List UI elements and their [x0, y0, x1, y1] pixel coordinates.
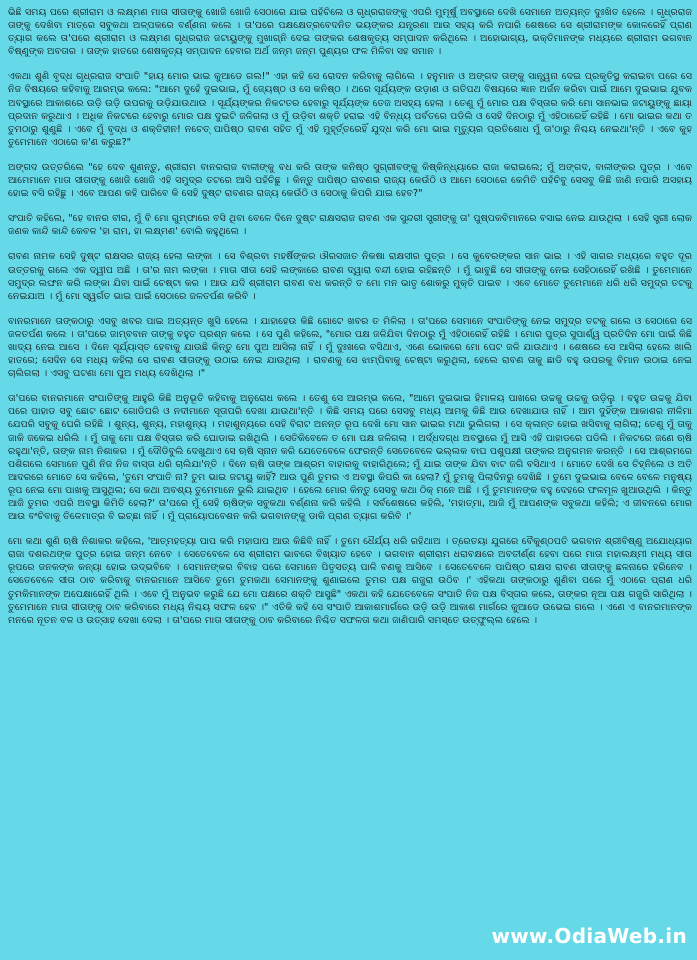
story-paragraph-5: ରାବଣ ନାମକ ସେହି ଦୁଷ୍ଟ ରାକ୍ଷସର ରାଜ୍ୟ ହେଲା ଲଙ୍କା । ସେ ବିଶ୍ରବା ମହର୍ଷିଙ୍କର ଔରସଜାତ ନିକଷା ରାକ୍ଷସୀର ପୁତ୍ର । ସେ କୁବେରଙ୍କର ସାନ ଭାଇ । ଏହି ସାଗର ମଧ୍ୟରେ ବହୁତ ଦୂର ଉତ୍ତରକୁ ଗଲେ ଏକ ଦ୍ୱୀପ ଅଛି । ତା'ର ନାମ ଲଙ୍କା । ମାତା ସୀତା ସେହି ଲଙ୍କାରେ ରାବଣ ଦ୍ୱାରା ବନ୍ଦୀ ହୋଇ ରହିଛନ୍ତି । ମୁଁ ଭାବୁଛି ସେ ସୀତାଙ୍କୁ ନେଇ ସେହିଠାରେହିଁ ରଖିଛି । ତୁମେମାନେ ସମୁଦ୍ର ଲଙ୍ଘନ କରି ଲଙ୍କା ଯିବା ପାଇଁ ଚେଷ୍ଟା କର । ଆଉ ଯଦି ଶ୍ରୀରାମ ରାବଣ ବଧ କରନ୍ତି ତ ମୋ ମନ ଭାତୃ ଶୋକରୁ ମୁକ୍ତି ପାଇବ । ଏବେ ମୋତେ ତୁମେମାନେ ଧରି ଧରି ସମୁଦ୍ର ତଟକୁ ନେଇଯାଅ । ମୁଁ ମୋ ସ୍ୱର୍ଗତ ଭାଇ ପାଇଁ ସେଠାରେ ଜଳତର୍ପଣ କରିବି ।	[8, 251, 692, 302]
story-paragraph-8: ମୋ କଥା ଶୁଣି ଋଷି ନିଶାକର କହିଲେ, 'ଆତ୍ମହତ୍ୟା ପାପ କରି ମହାପାପ ଆଉ କିଛିବି ନାହିଁ । ତୁମେ ଧୈର୍ଯ୍ୟ ଧରି ରହିଥାଅ । ତ୍ରେତୟା ଯୁଗରେ ବୈକୁଣ୍ଠପତି ଭଗବାନ ଶ୍ରୀବିଷ୍ଣୁ ଅଯୋଧ୍ୟାର ରାଜା ଦଶରଥଙ୍କ ପୁତ୍ର ହୋଇ ଜନ୍ମ ନେବେ । ସେତେବେଳେ ସେ ଶ୍ରୀରାମ ଭାବରେ ବିଖ୍ୟାତ ହେବେ । ଭଗବାନ ଶ୍ରୀରାମ ଧରାବକ୍ଷରେ ଅବତୀର୍ଣ୍ଣ ହେବା ପରେ ମାତା ମହାଲକ୍ଷ୍ମୀ ମଧ୍ୟ ସୀତା ରୂପରେ ଜନକଙ୍କ କନ୍ୟା ହୋଇ ଉଦ୍ଭବିବେ । ସେମାନଙ୍କର ବିବାହ ପରେ ସେମାନେ ପିତୃସତ୍ୟ ପାଳି ବଣକୁ ଆସିବେ । ସେତେବେଳେ ପାପିଷ୍ଠ ରାକ୍ଷସ ରାବଣ ସୀତାଙ୍କୁ ଛଳନାରେ ହରିନେବ । ସେତେବେଳେ ସୀତା ଠାବ କରିବାକୁ ବାନରମାନେ ଆସିବେ ତୁମେ ତୁମକଥା ସେମାନଙ୍କୁ ଶୁଣାଇଲେ ତୁମର ପକ୍ଷ ଗଜୁରା ଉଠିବ ।' ଏହିକଥା ତାଙ୍କଠାରୁ ଶୁଣିବା ପରେ ମୁଁ ଏଠାରେ ପ୍ରାଣ ଧରି ତୁମକିମାନଙ୍କ ଅପେକ୍ଷାରେହିଁ ଥିଲି । ଏବେ ମୁଁ ଅନୁଭବ କରୁଛି ଯେ ମୋ ପକ୍ଷରେ ଶକ୍ତି ଆସୁଛି" ଏକଥା କହି ଯେତେବେଳେ ସଂପାତି ନିଜ ପକ୍ଷ ବିସ୍ତାର କଲେ, ତାଙ୍କର ନୂଆ ପକ୍ଷ ଗଜୁରି ସାରିଥିଲା । ତୁମେମାନେ ମାତା ସୀତାଙ୍କୁ ଠାବ କରିବାରେ ମଧ୍ୟ ନିଶ୍ଚୟ ସଫଳ ହେବ ।" ଏତିକି କହି ସେ ସଂପାତି ଆକାଶମାର୍ଗରେ ଉଡ଼ି ଉଡ଼ି ଆକାଶ ମାର୍ଗରେ କୁଆଡେ ଉଭେଇ ଗଲେ । ଏଣେ ଏ ବାନରମାନଙ୍କ ମନରେ ନୂତନ ବଳ ଓ ଉତ୍ସାହ ଦେଖା ଦେଲା । ତା'ପରେ ମାତା ସୀତାଙ୍କୁ ଠାବ କରିବାରେ ନିଶ୍ଚିତ ସଫଳତା କଥା ଜାଣିପାରି ସମସ୍ତେ ଉତ୍ଫୁଲ୍ଲ ହେଲେ ।	[8, 536, 692, 626]
story-paragraph-6: ବାନରମାନେ ତାଙ୍କଠାରୁ ଏସବୁ ଖବର ପାଇ ଅତ୍ୟନ୍ତ ଖୁସି ହେଲେ । ଯାହାହେଉ କିଛି ଗୋଟେ ଖବର ତ ମିଳିଲା । ତା'ପରେ ସେମାନେ ସଂପାତିଙ୍କୁ ନେଇ ସମୁଦ୍ର ତଟକୁ ଗଲେ ଓ ସେଠାରେ ସେ ଜଳତର୍ପଣ କଲେ । ତା'ପରେ ଜାମ୍ବବାନ ତାଙ୍କୁ ବହୁତ ପ୍ରଶ୍ନ କଲେ । ସେ ପୁଣି କହିଲେ, "ମୋର ପକ୍ଷ ଜଳିଯିବା ଦିନଠାରୁ ମୁଁ ଏହିଠାରେହିଁ ରହିଛି । ମୋର ପୁତ୍ର ସୁପାର୍ଶ୍ୱ ପ୍ରତିଦିନ ମୋ ପାଇଁ କିଛି ଖାଦ୍ୟ ନେଇ ଆସେ । ଦିନେ ସୂର୍ଯ୍ୟାସ୍ତ ହେବାକୁ ଯାଉଛି କିନ୍ତୁ ମୋ ପୁଅ ଆସିଲା ନାହିଁ । ମୁଁ ଦୁଃଖରେ ବସିଥାଏ, ଏଣେ ଭୋକରେ ମୋ ପେଟ ଜଳି ଯାଉଥାଏ । ଶେଷରେ ସେ ଆସିଲା ହେଲେ ଖାଲି ହାତରେ; ସେଦିନ ସେ ମଧ୍ୟ କହିଲା ସେ ରାବଣ ସୀତାଙ୍କୁ ଉଠାଇ ନେଇ ଯାଉଥିଲା । ରାବଣକୁ ସେ ଝାମ୍ପିବାକୁ ଚେଷ୍ଟା କରୁଥିଲା, ହେଲେ ରାବଣ ତାକୁ ଛାଡି ବହୁ ଉପରକୁ ବିମାନ ଉଠାଇ ନେଇ ଚାଲିଗଲା । ଏସବୁ ଘଟଣା ମୋ ପୁଅ ମଧ୍ୟ ଦେଖିଥିଲା ।"	[8, 315, 692, 380]
story-paragraph-1: ଭିଛି ସମୟ ପରେ ଶ୍ରୀରାମ ଓ ଲକ୍ଷ୍ମଣ ମାତା ସୀତାଙ୍କୁ ଖୋଜି ଖୋଜି ସେଠାରେ ଯାଇ ପହଁଚିଲେ ଓ ଗୃଧ୍ରରାଜଙ୍କୁ ଏପରି ମୁମୂର୍ଷୁ ଅବସ୍ଥାରେ ଦେଖି ସେମାନେ ଅତ୍ୟନ୍ତ ଦୁଃଖିତ ହେଲେ । ଗୃଧ୍ରରାଜ ତାଙ୍କୁ ଦେଖିବା ମାତ୍ରେ ସବୁକଥା ଅଳ୍ପକରେ ବର୍ଣ୍ଣନା କଲେ । ତା'ପରେ ପକ୍ଷକ୍ଷେତ୍ରବେଦନିତ ଭୟଙ୍କର ଯନ୍ତ୍ରଣା ଆଉ ସହ୍ୟ କରି ନପାରି ଶେଷରେ ସେ ଶ୍ରୀରାମଙ୍କ କୋଳରେହିଁ ପ୍ରାଣ ତ୍ୟାଗ କଲେ ତା'ପରେ ଶ୍ରୀରାମ ଓ ଲକ୍ଷ୍ମଣ ଗୃଧ୍ରରାଜ ଜଟାୟୁଙ୍କୁ ମୁଖାଗ୍ନି ଦେଇ ତାଙ୍କର ଶେଷକୃତ୍ୟ ସମ୍ପାଦନ କରିଥିଲେ । ଅହୋଭାଗ୍ୟ, ଭକ୍ତିମାନଙ୍କ ମଧ୍ୟରେ ଶ୍ରୀରାମ ଭଗବାନ ବିଷ୍ଣୁଙ୍କ ଅବତାର । ତାଙ୍କ ହାତରେ ଶେଷକୃତ୍ୟ ସମ୍ପାଦନ ହେବାର ଅର୍ଥ ଜନ୍ମ ଜନ୍ମ ପୁଣ୍ୟର ଫଳ ମିଳିବା ସହ ସମାନ ।	[8, 7, 692, 58]
story-paragraph-3: ଅଙ୍ଗଦ ଉତ୍ତରିଲେ "ହେ ଦେବ ଶୁଣନ୍ତୁ, ଶ୍ରୀରାମ ବାନରରାଜ ବାଳୀଙ୍କୁ ବଧ କରି ତାଙ୍କ କନିଷ୍ଠ ସୁଗ୍ରୀବଙ୍କୁ କିଷ୍କିନ୍ଧ୍ୟାରେ ରାଜା କରାଇଲେ; ମୁଁ ଅଙ୍ଗଦ, ବାଳୀଙ୍କର ପୁତ୍ର । ଏବେ ଆମେମାନେ ମାତା ସୀତାଙ୍କୁ ଖୋଜି ଖୋଜି ଏହି ସମୁଦ୍ର ତଟରେ ଆସି ପହଁଚିଛୁ । କିନ୍ତୁ ପାପିଷ୍ଠ ରାବଣର ରାଜ୍ୟ କେଉଁଠି ଓ ଆମେ ସେଠାରେ କେମିତି ପହଁଚିବୁ ସେସବୁ କିଛି ଜାଣି ନପାରି ଅସହାୟ ହୋଇ ବସି ରହିଛୁ । ଏବେ ଆପଣ କହି ପାରିବେ କି ସେହି ଦୁଷ୍ଟ ରାବଣର ରାଜ୍ୟ କେଉଁଠି ଓ ସେଠାକୁ କିପରି ଯାଇ ହେବ?"	[8, 161, 692, 200]
story-paragraph-7: ତା'ପରେ ବାନରମାନେ ସଂପାତିଙ୍କୁ ଆହୁରି କିଛି ଅନୁଭୂତି କହିବାକୁ ଅନୁରୋଧ କଲେ । ତେଣୁ ସେ ଆରମ୍ଭ କଲେ, "ଆମେ ଦୁଇଭାଇ ହିମାଳୟ ପାଖରେ ଉଚ୍ଚକୁ ଉଚ୍ଚକୁ ଉଡ଼ିଲୁ । ବହୁତ ଉଚ୍ଚକୁ ଯିବା ପରେ ପାହାଡ ସବୁ ଛୋଟ ଛୋଟ ଗୋଡିପରି ଓ ନଦୀମାନେ ସୂତାପରି ଦେଖା ଯାଉଥା'ନ୍ତି । କିଛି ସମୟ ପରେ ସେସବୁ ମଧ୍ୟ ଆମକୁ କିଛି ଆଉ ଦେଖାଯାଉ ନାହିଁ । ଆମ ଦୁହିଁଙ୍କ ଆକାଶର ନୀଳିମା ଯେପରି ସବୁକୁ ଘେରି ରହିଛି । ଶୁନ୍ୟ, ଶୁନ୍ୟ, ମହାଶୁନ୍ୟ । ମହାଶୁନ୍ୟରେ ସେହି ବିରାଟ ଅନନ୍ତ ରୂପ ଦେଖି ମୋ ସାନ ଭାଇର ମଥା ଭୁଲିଗଲା । ସେ କ୍ଳାନ୍ତ ହୋଇ ଖସିବାକୁ ଲାଗିଲା; ତେଣୁ ମୁଁ ତାକୁ ଜାକି ଜକେଇ ଧରିଲି । ମୁଁ ତାକୁ ମୋ ପକ୍ଷ ବିସ୍ତାର କରି ଘୋଡାଇ ରଖିଥିଲି । ସେତିକିବେଳେ ତ ମୋ ପକ୍ଷ ଜଳିଗଲା । ଅର୍ଦ୍ଧଦଗ୍ଧ ଅବସ୍ଥାରେ ମୁଁ ଆସି ଏହି ପାହାଡରେ ପଡିଲି । ନିକଟରେ ଜଣେ ଋଷି ରହୁଥା'ନ୍ତି, ତାଙ୍କ ନାମ ନିଶାକର । ମୁଁ ଦୌଡିବୁଲି ଦେଖୁଥାଏ ସେ ଋଷି ସ୍ନାନ କରି ଯେତେବେଳେ ଫେରନ୍ତି ସେତେବେଳେ ଭଲ୍ଲକ ବାଘ ପଶୁପକ୍ଷୀ ତାଙ୍କର ଅନୁଗମନ କରନ୍ତି । ସେ ଆଶ୍ରମରେ ପଶିଗଲେ ସେମାନେ ପୁଣି ନିଜ ନିଜ ବାସ୍ତା ଧରି ଚାଲିଯା'ନ୍ତି । ଦିନେ ଋଷି ତାଙ୍କ ଆଶ୍ରମ ବାହାରକୁ ବାହାରିଥିଲେ; ମୁଁ ଯାଇ ତାଙ୍କ ଯିବା ବାଟ ଜଗି ବସିଥାଏ । ମୋତେ ଦେଖି ସେ ଚିହ୍ନିଲେ ଓ ଅତି ଆଦରରେ ମୋତେ ସେ କହିଲେ, 'ତୁମେ ସଂପାତି ନା? ତୁମ ଭାଇ ଜଟାୟୁ କାହିଁ? ଆଉ ପୁଣି ତୁମର ଏ ଅବସ୍ଥା କିପରି କା ହେଲା? ମୁଁ ତୁମକୁ ପିଲାଦିନରୁ ଦେଖିଛି । ତୁମେ ଦୁଇଭାଇ ବେଳେ ବେଳେ ମନୁଷ୍ୟ ରୂପ ନେଇ ମୋ ପାଖକୁ ଆସୁଥିଲ; ସେ କଥା ଅବଶ୍ୟ ତୁମେମାନେ ଭୁଲି ଯାଇଥିବ । ହେଲେ ମୋର କିନ୍ତୁ ସେସବୁ କଥା ଠିକ୍ ମନେ ଅଛି । ମୁଁ ତୁମମାନଙ୍କ ବହୁ ଦେହରେ ଫଳମୂଳ ଖୁଆଉଥିଲି । କିନ୍ତୁ ଆଜି ତୁମର ଏପରି ଅବସ୍ଥା କିମିତି ହେଲା?' ତା'ପରେ ମୁଁ ସେହି ଋଷିଙ୍କ ସବୁକଥା ବର୍ଣ୍ଣନା କରି କହିଲି । ସର୍ବଶେଷରେ କହିଲି, 'ମହାତ୍ମା, ଆଜି ମୁଁ ଆପଣଙ୍କ ସବୁକଥା କହିଲି; ଏ ଜୀବନରେ ମୋର ଆଉ ବଂଚିବାକୁ ତିଳେମାତ୍ର ବି ଇଚ୍ଛା ନାହିଁ । ମୁଁ ପ୍ରାୟୋପବେଶନ କରି ଭଗବାନଙ୍କୁ ଡାକି ପ୍ରାଣ ତ୍ୟାଗ କରିବି ।'	[8, 393, 692, 523]
site-watermark: www.OdiaWeb.in	[491, 924, 687, 948]
story-document	[8, 6, 692, 639]
story-paragraph-2: ଏକଥା ଶୁଣି ବୃଦ୍ଧ ଗୃଧ୍ରରାଜ ସଂପାତି "ହାୟ ମୋର ଭାଇ କୁଆଡେ ଗଲ!" ଏହା କହି ସେ ରୋଦନ କରିବାକୁ ଲାଗିଲେ । ହନୁମାନ ଓ ଅଙ୍ଗଦ ତାଙ୍କୁ ସାନ୍ତ୍ୱନା ଦେଇ ପ୍ରକୃତିସ୍ଥ କରାଇବା ପରେ ସେ ନିଜ ବିଷୟରେ କହିବାକୁ ଆରମ୍ଭ କଲେ: "ଆମେ ଦୁହେଁ ଦୁଇଭାଇ, ମୁଁ ଜ୍ୟେଷ୍ଠ ଓ ସେ କନିଷ୍ଠ । ଥରେ ସୂର୍ଯ୍ୟଙ୍କ ଉଡ଼ାଣ ଓ ଗତିପଥ ବିଷୟରେ ଜ୍ଞାନ ଅର୍ଜନ କରିବା ପାଇଁ ଆମେ ଦୁଇଭାଇ ଯୁବକ ଅବସ୍ଥାରେ ଆକାଶରେ ଉଡ଼ି ଉଡ଼ି ଉପରକୁ ଉଡ଼ିଯାଉଥାଉ । ସୂର୍ଯ୍ୟଙ୍କର ନିକଟତର ହେବାରୁ ସୂର୍ଯ୍ୟଙ୍କ ତେଜ ଅସହ୍ୟ ହେଲା । ତେଣୁ ମୁଁ ମୋର ପକ୍ଷ ବିସ୍ତାର କରି ମୋ ସାନଭାଇ ଜଟାୟୁଙ୍କୁ ଛାୟା ପ୍ରଦାନ କରୁଥାଏ । ଅଧିକ ନିକଟରେ ହେବାରୁ ମୋର ପକ୍ଷ ଦୁଇଟି ଜଳିଗଲା ଓ ମୁଁ ଉଡ଼ିବା ଶକ୍ତି ହରାଇ ଏହି ବିନ୍ଧ୍ୟ ପର୍ବତରେ ପଡିଲି ଓ ସେହି ଦିନଠାରୁ ମୁଁ ଏହିଠାରେହିଁ ରହିଛି । ମୋ ଭାଇର କଥା ତ ତୁମଠାରୁ ଶୁଣୁଛି । ଏବେ ମୁଁ ବୃଦ୍ଧ ଓ ଶକ୍ତିହୀନ! ନଚେତ୍ ପାପିଷ୍ଠ ରାବଣ ସହିତ ମୁଁ ଏହି ମୁହୂର୍ତ୍ତରେହିଁ ଯୁଦ୍ଧ କରି ମୋ ଭାଇ ମୃତ୍ୟୁର ପ୍ରତିଶୋଧ ମୁଁ ତା'ଠାରୁ ନିଶ୍ଚୟ ନେଇଥା'ନ୍ତି । ଏବେ କୁହ ତୁମେମାନେ ଏଠାରେ କ'ଣ କରୁଛ?"	[8, 71, 692, 148]
story-paragraph-4: ସଂପାତି କହିଲେ, "ହେ ବାନର ବୀର, ମୁଁ ବି ମୋ ଗୁମ୍ଫାରେ ବସି ଥିବା ବେଳେ ଦିନେ ଦୁଷ୍ଟ ରାକ୍ଷସରାଜ ରାବଣ ଏକ ସୁନ୍ଦରୀ ସ୍ତ୍ରୀଙ୍କୁ ତା' ପୁଷ୍ପକବିମାନରେ ବସାଇ ନେଇ ଯାଉଥିଲା । ସେହି ସ୍ତ୍ରୀ ଲୋକ ଜଣକ କାନ୍ଦି କାନ୍ଦି କେବଳ 'ହା ରାମ, ହା ଲକ୍ଷ୍ମଣ' ବୋଲି କହୁଥିଲେ ।	[8, 213, 692, 238]
